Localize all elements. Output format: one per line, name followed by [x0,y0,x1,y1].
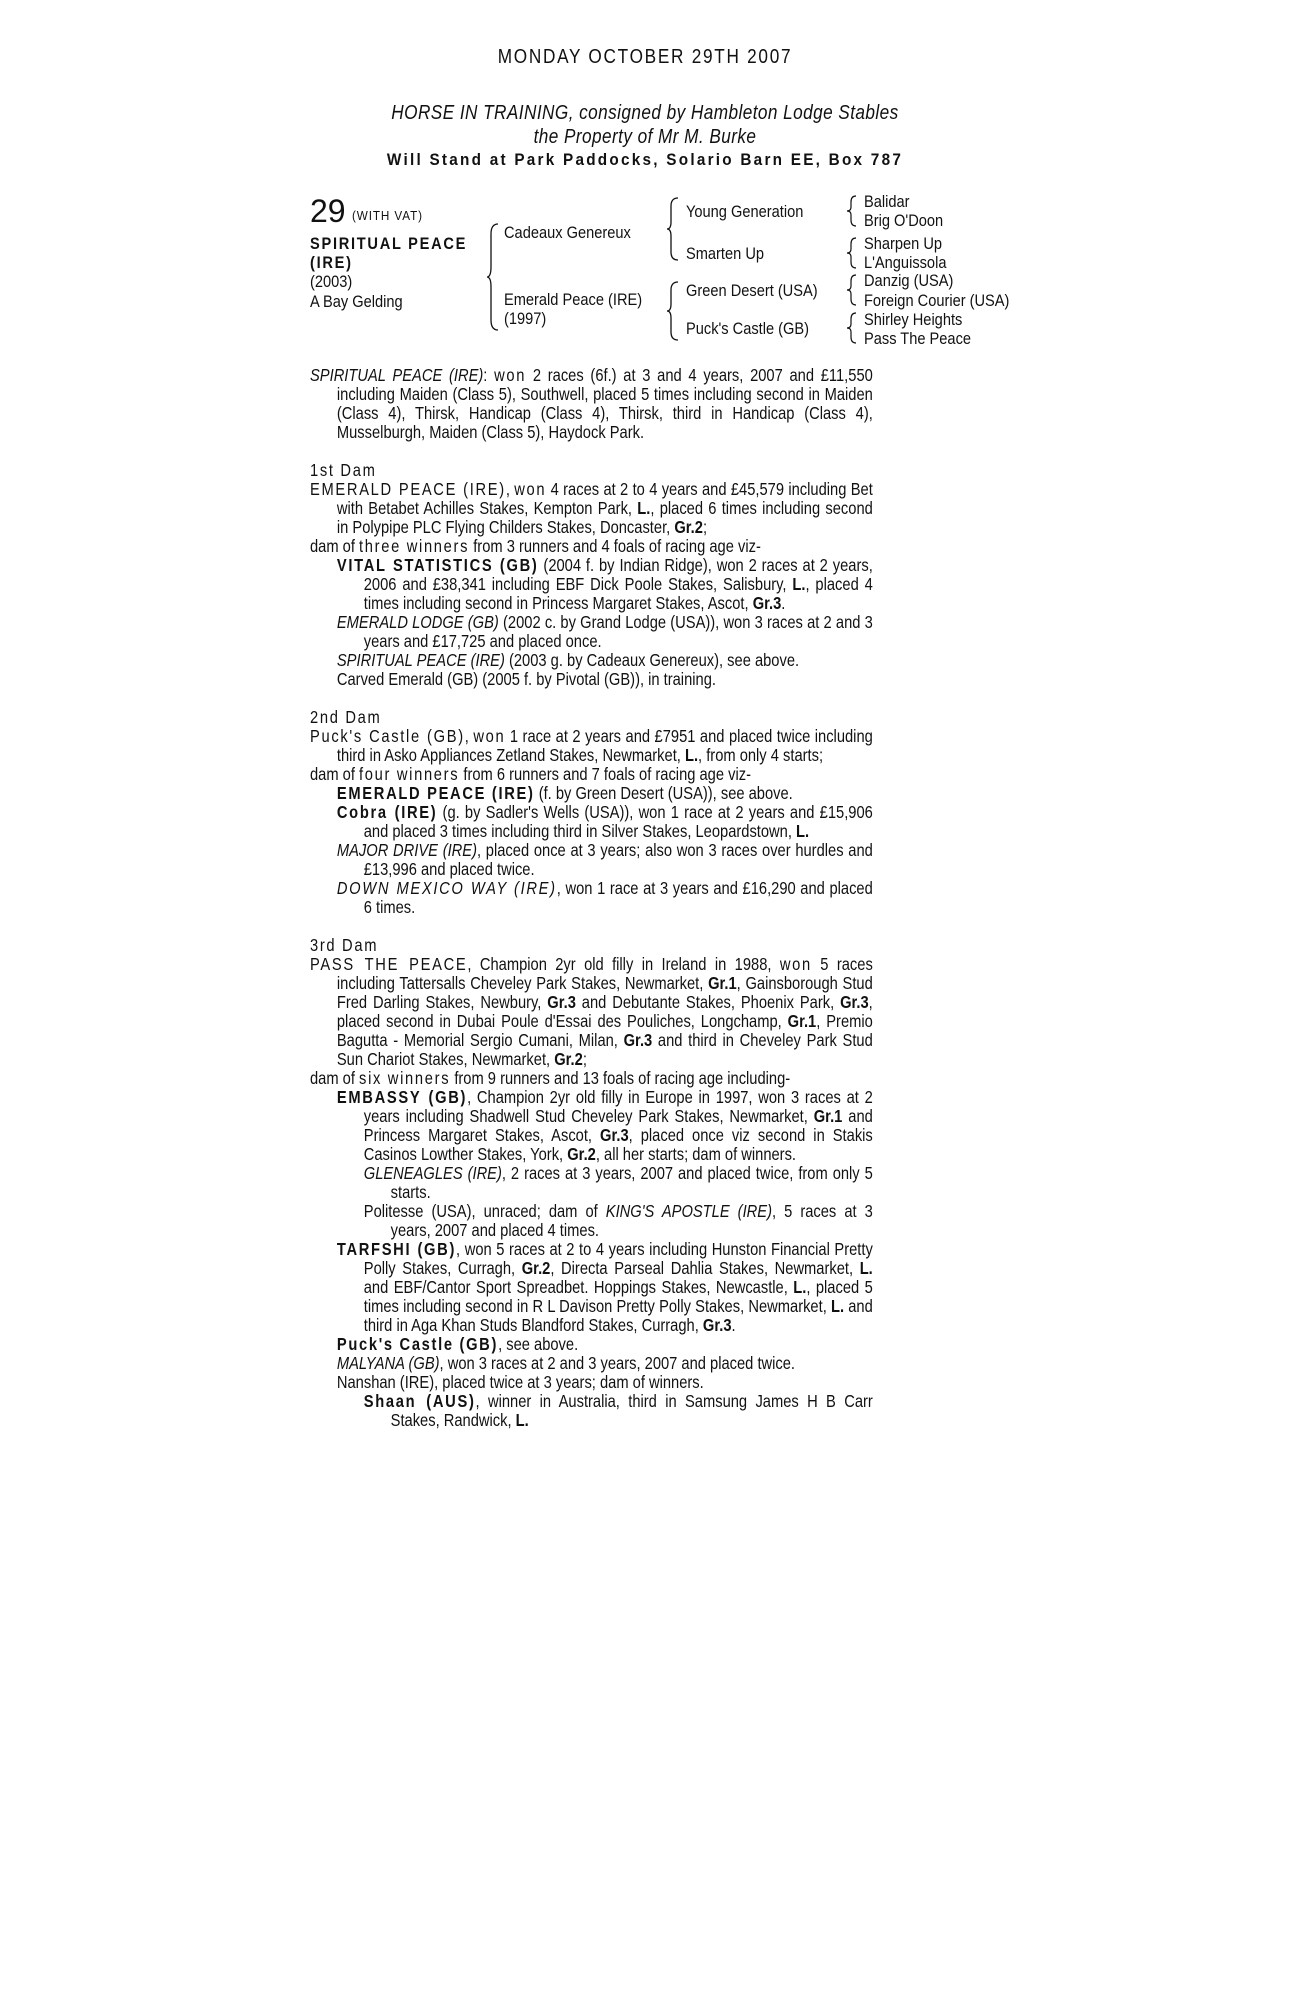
horse-description: A Bay Gelding [310,292,403,311]
second-dam-produce-1: EMERALD PEACE (IRE) (f. by Green Desert (USA)), see above. [336,783,793,803]
lot-number: 29 [310,193,346,229]
third-dam-produce-malyana: MALYANA (GB), won 3 races at 2 and 3 years, 2007 and placed twice. [336,1353,796,1373]
horse-year: (2003) [310,272,353,291]
second-dam-produce-4: DOWN MEXICO WAY (IRE), won 1 race at 3 years and £16,290 and placed 6 times. [336,878,873,917]
consignor-line: HORSE IN TRAINING, consigned by Hambleton Lodge Stables [391,102,899,124]
horse-summary: SPIRITUAL PEACE (IRE): won 2 races (6f.) at 3 and 4 years, 2007 and £11,550 including Maiden (Class 5), Southwell, placed 5 times including second in Maiden (Class 4), Thirsk, Handicap (Class 4), Thirsk, third in Handicap (Class 4), Musselburgh, Maiden (Class 5), Haydock Park. [310,365,873,442]
pedigree-brace [846,194,858,228]
dam-dam: Puck's Castle (GB) [686,319,810,338]
third-dam-produce-summary: dam of six winners from 9 runners and 13 foals of racing age including- [310,1068,791,1088]
second-dam-produce-3: MAJOR DRIVE (IRE), placed once at 3 years; also won 3 races over hurdles and £13,996 and placed twice. [336,840,873,879]
vat-note: (WITH VAT) [352,208,423,223]
third-dam-record: PASS THE PEACE, Champion 2yr old filly in Ireland in 1988, won 5 races including Tattersalls Cheveley Park Stakes, Newmarket, Gr.1, Gainsborough Stud Fred Darling Stakes, Newbury, Gr.3 and Debutante Stakes, Phoenix Park, Gr.3, placed second in Dubai Poule d'Essai des Pouliches, Longchamp, Gr.1, Premio Bagutta - Memorial Sergio Cumani, Milan, Gr.3 and third in Cheveley Park Stud Sun Chariot Stakes, Newmarket, Gr.2; [310,954,873,1069]
first-dam-produce-4: Carved Emerald (GB) (2005 f. by Pivotal (GB)), in training. [336,669,716,689]
pedigree-brace [846,311,858,345]
sire-dam: Smarten Up [686,244,765,263]
first-dam-produce-2: EMERALD LODGE (GB) (2002 c. by Grand Lodge (USA)), won 3 races at 2 and 3 years and £17,725 and placed once. [336,612,873,651]
third-dam-produce-embassy: EMBASSY (GB), Champion 2yr old filly in Europe in 1997, won 3 races at 2 years including Shadwell Stud Cheveley Park Stakes, Newmarket, Gr.1 and Princess Margaret Stakes, Ascot, Gr.3, placed once viz second in Stakis Casinos Lowther Stakes, York, Gr.2, all her starts; dam of winners. [336,1087,873,1164]
dam-name: Emerald Peace (IRE) [504,290,643,309]
gen4-1: Balidar [864,192,910,211]
gen4-5: Danzig (USA) [864,271,954,290]
location-line: Will Stand at Park Paddocks, Solario Barn EE, Box 787 [386,150,904,169]
sire-name: Cadeaux Genereux [504,223,631,242]
first-dam-produce-1: VITAL STATISTICS (GB) (2004 f. by Indian Ridge), won 2 races at 2 years, 2006 and £38,341 including EBF Dick Poole Stakes, Salisbury, L., placed 4 times including second in Princess Margaret Stakes, Ascot, Gr.3. [336,555,873,613]
first-dam-heading: 1st Dam [310,460,377,480]
pedigree-brace [666,280,680,342]
dam-sire: Green Desert (USA) [686,281,818,300]
third-dam-produce-pucks-castle: Puck's Castle (GB), see above. [336,1334,579,1354]
third-dam-grandproduce-politesse: Politesse (USA), unraced; dam of KING'S APOSTLE (IRE), 5 races at 3 years, 2007 and placed 4 times. [363,1201,873,1240]
third-dam-grandproduce-gleneagles: GLENEAGLES (IRE), 2 races at 3 years, 2007 and placed twice, from only 5 starts. [363,1163,873,1202]
gen4-4: L'Anguissola [864,253,947,272]
horse-country: (IRE) [310,253,353,272]
pedigree-brace [846,273,858,307]
gen4-8: Pass The Peace [864,329,972,348]
second-dam-produce-2: Cobra (IRE) (g. by Sadler's Wells (USA)), won 1 race at 2 years and £15,906 and placed 3 times including third in Silver Stakes, Leopardstown, L. [336,802,873,841]
gen4-2: Brig O'Doon [864,211,944,230]
gen4-6: Foreign Courier (USA) [864,291,1010,310]
second-dam-produce-summary: dam of four winners from 6 runners and 7 foals of racing age viz- [310,764,751,784]
horse-name: SPIRITUAL PEACE [310,234,468,253]
property-line: the Property of Mr M. Burke [533,126,757,148]
catalogue-body [310,366,873,1430]
second-dam-record: Puck's Castle (GB), won 1 race at 2 years and £7951 and placed twice including third in Asko Appliances Zetland Stakes, Newmarket, L., from only 4 starts; [310,726,873,765]
first-dam-record: EMERALD PEACE (IRE), won 4 races at 2 to 4 years and £45,579 including Bet with Betabet Achilles Stakes, Kempton Park, L., placed 6 times including second in Polypipe PLC Flying Childers Stakes, Doncaster, Gr.2; [310,479,873,537]
third-dam-produce-tarfshi: TARFSHI (GB), won 5 races at 2 to 4 years including Hunston Financial Pretty Polly Stakes, Curragh, Gr.2, Directa Parseal Dahlia Stakes, Newmarket, L. and EBF/Cantor Sport Spreadbet. Hoppings Stakes, Newcastle, L., placed 5 times including second in R L Davison Pretty Polly Stakes, Newmarket, L. and third in Aga Khan Studs Blandford Stakes, Curragh, Gr.3. [336,1239,873,1335]
sire-sire: Young Generation [686,202,804,221]
gen4-3: Sharpen Up [864,234,943,253]
second-dam-heading: 2nd Dam [310,707,382,727]
pedigree-brace [486,222,500,332]
third-dam-grandproduce-shaan: Shaan (AUS), winner in Australia, third in Samsung James H B Carr Stakes, Randwick, L. [363,1391,873,1430]
pedigree-brace [666,196,680,262]
gen4-7: Shirley Heights [864,310,963,329]
first-dam-produce-3: SPIRITUAL PEACE (IRE) (2003 g. by Cadeaux Genereux), see above. [336,650,800,670]
third-dam-produce-nanshan: Nanshan (IRE), placed twice at 3 years; dam of winners. [336,1372,704,1392]
pedigree-brace [846,236,858,270]
dam-year: (1997) [504,309,547,328]
third-dam-heading: 3rd Dam [310,935,379,955]
sale-date: MONDAY OCTOBER 29TH 2007 [497,46,793,68]
first-dam-produce-summary: dam of three winners from 3 runners and 4 foals of racing age viz- [310,536,761,556]
